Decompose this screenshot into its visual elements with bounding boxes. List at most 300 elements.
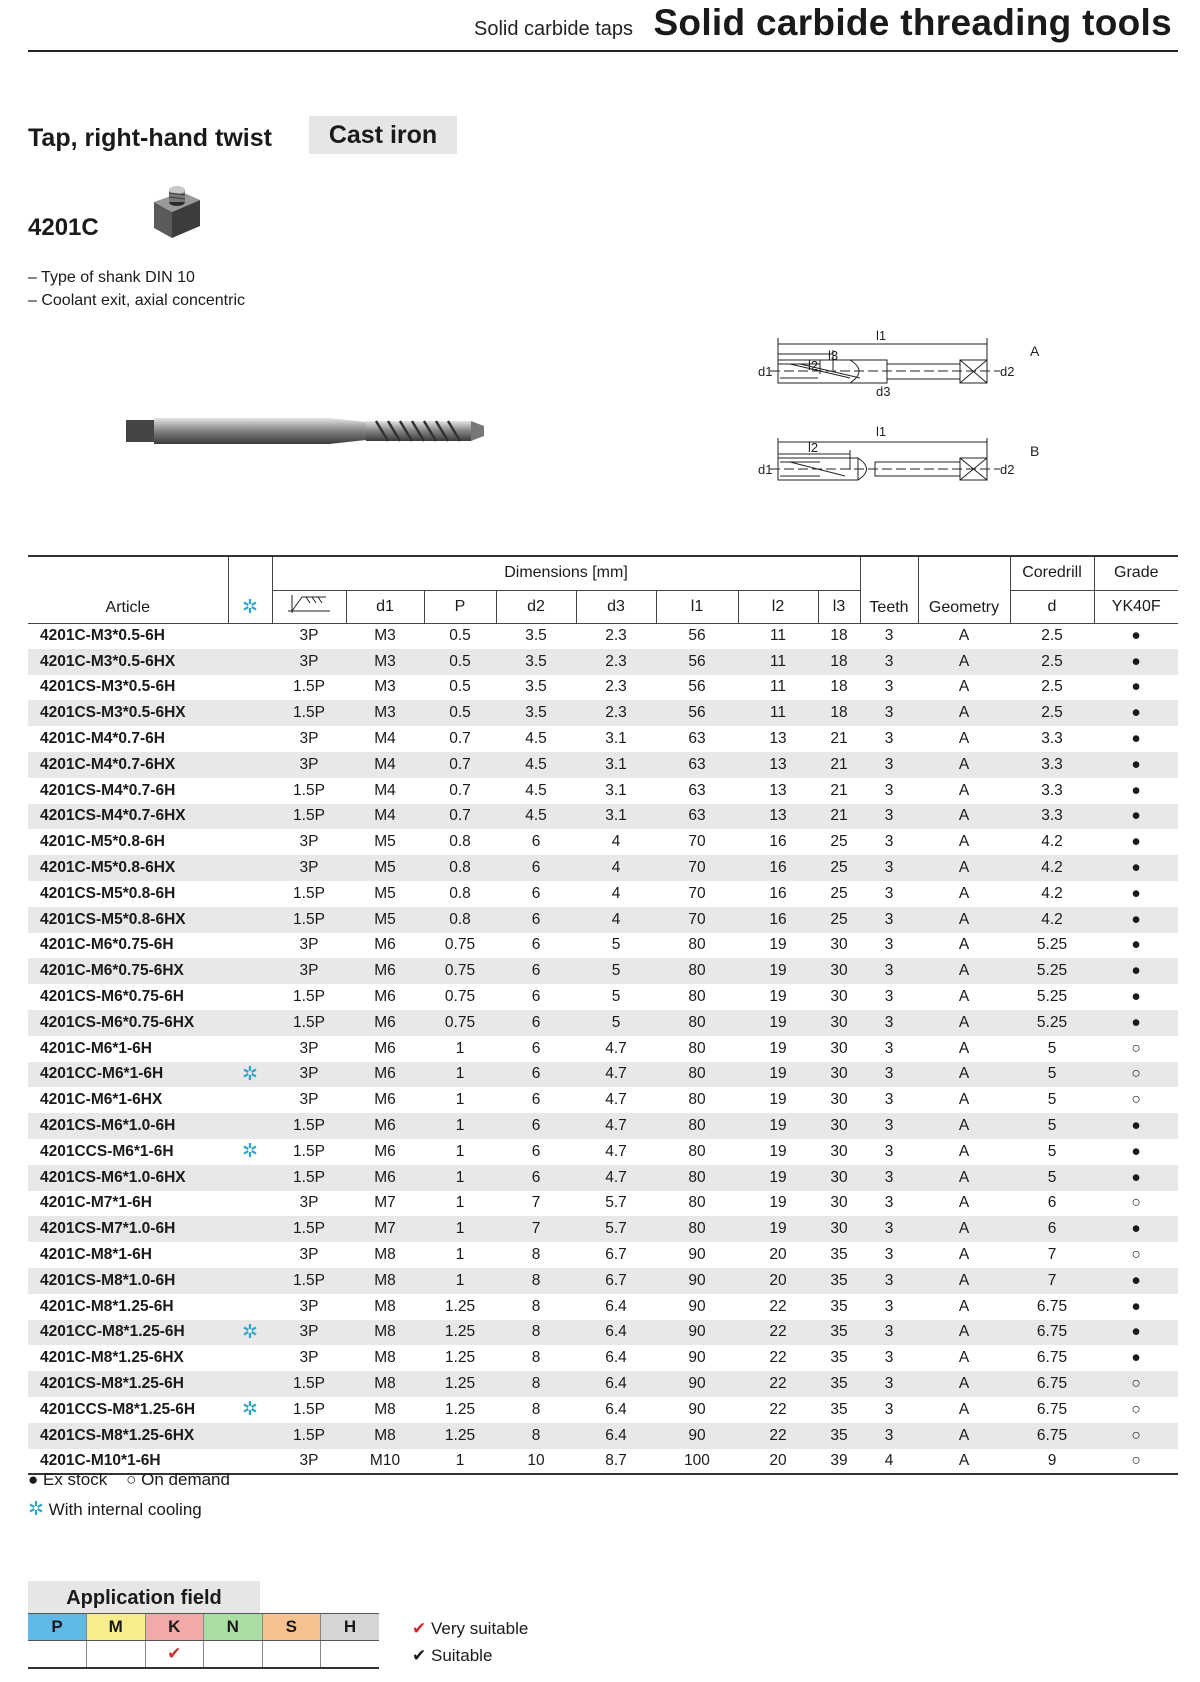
- table-cell: 22: [769, 1323, 787, 1341]
- table-cell: 30: [830, 1220, 848, 1238]
- table-cell: A: [958, 1117, 970, 1135]
- table-cell: A: [958, 1168, 970, 1186]
- table-cell: 4.2: [1041, 833, 1063, 851]
- grade-availability-cell: ○: [1094, 1449, 1178, 1475]
- table-cell: 8: [531, 1426, 541, 1444]
- table-cell: M8: [374, 1271, 396, 1289]
- table-cell: A: [958, 627, 970, 645]
- application-field-title: Application field: [28, 1581, 260, 1613]
- table-cell: 3: [884, 1297, 894, 1315]
- table-cell: 1: [455, 1271, 465, 1289]
- article-cell: 4201CS-M8*1.25-6H: [40, 1375, 184, 1392]
- cooling-cell: [228, 778, 272, 804]
- table-cell: 0.5: [449, 678, 471, 696]
- material-group-p: P: [28, 1614, 87, 1641]
- table-row: [28, 1036, 1178, 1062]
- material-group-p-suitability: [28, 1641, 87, 1668]
- table-cell: 16: [769, 910, 787, 928]
- table-cell: 25: [830, 884, 848, 902]
- table-cell: 20: [769, 1246, 787, 1264]
- table-cell: 56: [688, 627, 706, 645]
- grade-availability-cell: ●: [1131, 1349, 1141, 1367]
- table-cell: A: [958, 1375, 970, 1392]
- cooling-cell: ✲: [242, 1399, 258, 1421]
- table-cell: 0.75: [444, 1013, 476, 1031]
- table-cell: 21: [830, 781, 848, 799]
- grade-availability-cell: ●: [1131, 1168, 1141, 1186]
- table-cell: 13: [769, 755, 787, 773]
- table-cell: M7: [374, 1220, 396, 1238]
- table-cell: 3: [884, 652, 894, 670]
- table-row: [28, 1268, 1178, 1294]
- table-cell: 5: [1047, 1168, 1057, 1186]
- article-cell: 4201CC-M8*1.25-6H: [40, 1323, 185, 1341]
- table-cell: 19: [769, 1220, 787, 1238]
- table-cell: 80: [688, 1168, 706, 1186]
- table-row: [28, 752, 1178, 778]
- table-cell: 6.75: [1036, 1375, 1068, 1392]
- table-row: [28, 1139, 1178, 1165]
- table-cell: 2.3: [605, 627, 627, 645]
- table-cell: 6.7: [605, 1246, 627, 1264]
- article-cell: 4201C-M5*0.8-6HX: [40, 859, 176, 877]
- table-cell: 4.2: [1041, 910, 1063, 928]
- feature-shank: – Type of shank DIN 10: [28, 269, 195, 286]
- table-cell: 30: [830, 1091, 848, 1109]
- table-row: [28, 1087, 1178, 1113]
- grade-availability-cell: ○: [1131, 1400, 1141, 1418]
- table-cell: 3.1: [605, 730, 627, 748]
- dim-l2-label: l2: [808, 358, 819, 373]
- table-cell: 3P: [299, 1349, 319, 1367]
- table-cell: 1.25: [444, 1323, 476, 1341]
- table-cell: 0.7: [449, 807, 471, 825]
- table-cell: A: [958, 1323, 970, 1341]
- table-cell: 3P: [299, 833, 319, 851]
- table-cell: 90: [688, 1400, 706, 1418]
- table-row: [28, 778, 1178, 804]
- cooling-cell: [228, 933, 272, 959]
- table-row: [28, 1165, 1178, 1191]
- table-cell: 6.75: [1036, 1297, 1068, 1315]
- article-cell: 4201C-M4*0.7-6HX: [40, 755, 176, 773]
- table-cell: 0.5: [449, 652, 471, 670]
- table-cell: 19: [769, 1194, 787, 1212]
- table-cell: M6: [374, 1142, 396, 1160]
- table-cell: 1: [455, 1246, 465, 1264]
- cooling-cell: [228, 1371, 272, 1397]
- table-cell: M6: [374, 962, 396, 980]
- table-cell: M6: [374, 936, 396, 954]
- table-cell: 1.5P: [293, 1426, 325, 1444]
- table-row: [28, 1242, 1178, 1268]
- feature-coolant: – Coolant exit, axial concentric: [28, 292, 245, 309]
- table-cell: 6: [1047, 1194, 1057, 1212]
- article-cell: 4201CCS-M8*1.25-6H: [40, 1400, 196, 1418]
- article-cell: 4201C-M7*1-6H: [40, 1194, 152, 1212]
- table-cell: 3: [884, 1246, 894, 1264]
- table-cell: 30: [830, 1142, 848, 1160]
- header-p: P: [424, 590, 496, 623]
- table-cell: 8.7: [576, 1449, 656, 1475]
- dim-l2-label-b: l2: [808, 440, 819, 455]
- table-cell: 70: [688, 859, 706, 877]
- table-cell: 3: [884, 755, 894, 773]
- cooling-cell: [228, 1423, 272, 1449]
- table-cell: 22: [769, 1375, 787, 1392]
- material-group-n: N: [204, 1614, 263, 1641]
- table-cell: M6: [374, 1013, 396, 1031]
- header-chamfer: [272, 590, 346, 623]
- grade-availability-cell: ●: [1131, 1013, 1141, 1031]
- table-cell: 18: [830, 704, 848, 722]
- table-cell: 11: [769, 678, 787, 696]
- table-cell: 6.4: [605, 1426, 627, 1444]
- table-cell: 6.4: [605, 1375, 627, 1392]
- table-cell: 3.5: [525, 627, 547, 645]
- header-grade: Grade: [1094, 556, 1178, 590]
- table-cell: 5: [1047, 1065, 1057, 1083]
- table-row: [28, 1397, 1178, 1423]
- table-cell: 6.4: [605, 1323, 627, 1341]
- article-cell: 4201CS-M8*1.25-6HX: [40, 1426, 195, 1444]
- table-cell: 21: [830, 807, 848, 825]
- table-cell: 3: [884, 1349, 894, 1367]
- article-cell: 4201C-M6*1-6HX: [40, 1091, 163, 1109]
- header-subtitle: Solid carbide taps: [474, 18, 633, 40]
- cooling-cell: [228, 881, 272, 907]
- table-cell: 35: [830, 1375, 848, 1392]
- cooling-cell: [228, 700, 272, 726]
- table-cell: 3.5: [525, 704, 547, 722]
- header-article: Article: [28, 556, 228, 623]
- table-cell: 2.5: [1041, 652, 1063, 670]
- table-cell: 21: [830, 755, 848, 773]
- table-cell: 5.25: [1036, 962, 1068, 980]
- table-cell: 1.5P: [293, 781, 325, 799]
- table-cell: 1.5P: [293, 1220, 325, 1238]
- table-cell: 3: [884, 910, 894, 928]
- table-cell: 11: [769, 652, 787, 670]
- article-cell: 4201CS-M4*0.7-6H: [40, 781, 176, 799]
- article-cell: 4201C-M5*0.8-6H: [40, 833, 165, 851]
- grade-availability-cell: ●: [1131, 730, 1141, 748]
- table-cell: 30: [830, 1065, 848, 1083]
- table-cell: 19: [769, 1039, 787, 1057]
- table-cell: 1.5P: [293, 1271, 325, 1289]
- table-cell: 1: [455, 1039, 465, 1057]
- table-row: [28, 1191, 1178, 1217]
- page-header: [28, 0, 1178, 52]
- table-cell: 4.5: [525, 781, 547, 799]
- header-d3: d3: [576, 590, 656, 623]
- table-cell: A: [958, 652, 970, 670]
- grade-availability-cell: ○: [1131, 1426, 1141, 1444]
- table-cell: 6: [531, 1039, 541, 1057]
- table-cell: 3.3: [1041, 730, 1063, 748]
- grade-availability-cell: ○: [1131, 1246, 1141, 1264]
- table-cell: 5: [611, 962, 621, 980]
- table-cell: 56: [688, 678, 706, 696]
- table-cell: M3: [374, 627, 396, 645]
- table-cell: 19: [769, 1168, 787, 1186]
- table-cell: 5: [1047, 1091, 1057, 1109]
- chamfer-form-icon: [286, 593, 332, 615]
- table-cell: 3: [884, 1117, 894, 1135]
- table-cell: 9: [1010, 1449, 1094, 1475]
- table-cell: 6: [531, 1168, 541, 1186]
- table-cell: 30: [830, 1013, 848, 1031]
- article-cell: 4201CC-M6*1-6H: [40, 1065, 164, 1083]
- table-cell: 1: [424, 1449, 496, 1475]
- table-cell: A: [958, 781, 970, 799]
- table-cell: 2.5: [1041, 704, 1063, 722]
- table-cell: A: [958, 1246, 970, 1264]
- table-cell: 6.75: [1036, 1349, 1068, 1367]
- table-row: [28, 1062, 1178, 1088]
- table-row: [28, 726, 1178, 752]
- table-cell: 3: [884, 833, 894, 851]
- article-cell: 4201C-M6*0.75-6H: [40, 936, 174, 954]
- table-cell: 3: [884, 1323, 894, 1341]
- table-cell: 3: [884, 1426, 894, 1444]
- table-cell: 19: [769, 1065, 787, 1083]
- table-cell: 19: [769, 988, 787, 1006]
- material-group-s: S: [262, 1614, 321, 1641]
- table-cell: 0.7: [449, 755, 471, 773]
- table-cell: 4.2: [1041, 884, 1063, 902]
- table-row: [28, 1010, 1178, 1036]
- table-row: [28, 1294, 1178, 1320]
- table-cell: 70: [688, 884, 706, 902]
- cooling-cell: [228, 675, 272, 701]
- table-cell: A: [958, 678, 970, 696]
- table-cell: A: [958, 1194, 970, 1212]
- table-cell: 4: [611, 884, 621, 902]
- table-row: [28, 933, 1178, 959]
- cooling-cell: ✲: [242, 1141, 258, 1163]
- table-cell: 4.7: [605, 1065, 627, 1083]
- article-cell: 4201CS-M6*0.75-6HX: [40, 1013, 195, 1031]
- table-cell: A: [958, 755, 970, 773]
- table-cell: 39: [818, 1449, 860, 1475]
- cooling-legend-label: With internal cooling: [48, 1500, 202, 1519]
- table-cell: 6.7: [605, 1271, 627, 1289]
- table-cell: 6: [531, 1013, 541, 1031]
- material-group-h: H: [321, 1614, 380, 1641]
- table-cell: 19: [769, 936, 787, 954]
- cooling-cell: [228, 958, 272, 984]
- table-cell: 4.7: [605, 1039, 627, 1057]
- table-cell: 30: [830, 1039, 848, 1057]
- table-row: [28, 855, 1178, 881]
- grade-availability-cell: ●: [1131, 627, 1141, 645]
- table-cell: 3P: [299, 1194, 319, 1212]
- article-cell: 4201C-M4*0.7-6H: [40, 730, 165, 748]
- table-cell: M4: [374, 730, 396, 748]
- table-cell: 2.3: [605, 652, 627, 670]
- table-cell: 1.25: [444, 1400, 476, 1418]
- table-cell: 80: [688, 1013, 706, 1031]
- table-cell: A: [958, 1091, 970, 1109]
- table-cell: M3: [374, 704, 396, 722]
- technical-drawing: [700, 330, 1040, 530]
- table-cell: M6: [374, 1117, 396, 1135]
- header-l1: l1: [656, 590, 738, 623]
- cooling-cell: [228, 1449, 272, 1475]
- table-cell: 3: [884, 1400, 894, 1418]
- table-cell: 30: [830, 1194, 848, 1212]
- table-cell: M8: [374, 1375, 396, 1392]
- article-cell: 4201CS-M4*0.7-6HX: [40, 807, 186, 825]
- table-cell: 3: [884, 1091, 894, 1109]
- table-cell: 19: [769, 962, 787, 980]
- article-cell: 4201C-M8*1.25-6H: [40, 1297, 174, 1315]
- table-cell: A: [958, 988, 970, 1006]
- table-cell: 13: [769, 781, 787, 799]
- table-cell: 1.25: [444, 1297, 476, 1315]
- table-cell: 3: [884, 1220, 894, 1238]
- table-cell: 5.25: [1036, 1013, 1068, 1031]
- table-cell: 4.5: [525, 807, 547, 825]
- table-cell: M5: [374, 910, 396, 928]
- cooling-legend-icon: ✲: [28, 1499, 44, 1520]
- table-cell: 90: [688, 1375, 706, 1392]
- table-cell: 35: [830, 1323, 848, 1341]
- header-grade-name: YK40F: [1094, 590, 1178, 623]
- cooling-cell: [228, 984, 272, 1010]
- table-cell: A: [958, 1039, 970, 1057]
- table-cell: 80: [688, 1220, 706, 1238]
- table-cell: 6: [531, 833, 541, 851]
- table-cell: 3: [884, 1194, 894, 1212]
- table-cell: 25: [830, 833, 848, 851]
- table-row: [28, 984, 1178, 1010]
- suitable-legend: [412, 1646, 492, 1666]
- table-cell: 6: [531, 1091, 541, 1109]
- table-cell: 1: [455, 1117, 465, 1135]
- grade-availability-cell: ○: [1131, 1039, 1141, 1057]
- table-cell: 0.7: [449, 781, 471, 799]
- table-cell: 3.1: [605, 781, 627, 799]
- table-cell: 0.5: [449, 627, 471, 645]
- header-title: Solid carbide threading tools: [653, 2, 1172, 43]
- table-cell: 19: [769, 1117, 787, 1135]
- table-cell: 5: [1047, 1142, 1057, 1160]
- table-cell: 2.5: [1041, 678, 1063, 696]
- table-cell: 16: [769, 884, 787, 902]
- cooling-cell: [228, 1242, 272, 1268]
- variant-a-label: A: [1030, 343, 1040, 359]
- table-row: [28, 804, 1178, 830]
- article-cell: 4201C-M3*0.5-6H: [40, 627, 165, 645]
- table-cell: 1.5P: [293, 1375, 325, 1392]
- grade-availability-cell: ○: [1131, 1375, 1141, 1392]
- table-cell: 1.5P: [293, 1400, 325, 1418]
- dim-d1-label: d1: [758, 364, 773, 379]
- spec-table-body: [28, 623, 1178, 1474]
- table-cell: 3: [884, 988, 894, 1006]
- table-cell: 35: [830, 1297, 848, 1315]
- grade-availability-cell: ●: [1131, 1142, 1141, 1160]
- table-cell: 63: [688, 781, 706, 799]
- table-cell: M6: [374, 1091, 396, 1109]
- table-cell: 2.3: [605, 678, 627, 696]
- dim-d2-label: d2: [1000, 364, 1015, 379]
- table-cell: 6.75: [1036, 1400, 1068, 1418]
- table-cell: 90: [688, 1246, 706, 1264]
- table-cell: 3P: [299, 1065, 319, 1083]
- table-cell: 3P: [299, 755, 319, 773]
- grade-availability-cell: ●: [1131, 884, 1141, 902]
- grade-availability-cell: ●: [1131, 936, 1141, 954]
- grade-availability-cell: ●: [1131, 988, 1141, 1006]
- table-cell: 11: [769, 627, 787, 645]
- table-cell: 8: [531, 1246, 541, 1264]
- table-cell: A: [958, 962, 970, 980]
- table-cell: 3: [884, 936, 894, 954]
- table-cell: 3P: [299, 652, 319, 670]
- table-cell: 30: [830, 1168, 848, 1186]
- table-cell: 3: [884, 1271, 894, 1289]
- grade-availability-cell: ●: [1131, 652, 1141, 670]
- article-cell: 4201C-M10*1-6H: [28, 1449, 228, 1475]
- table-cell: 30: [830, 1117, 848, 1135]
- table-cell: 3.3: [1041, 781, 1063, 799]
- table-cell: 100: [656, 1449, 738, 1475]
- table-cell: M5: [374, 884, 396, 902]
- material-group-s-suitability: [262, 1641, 321, 1668]
- table-cell: A: [958, 1013, 970, 1031]
- dim-d1-label-b: d1: [758, 462, 773, 477]
- table-cell: 1.25: [444, 1375, 476, 1392]
- table-cell: 3P: [299, 1039, 319, 1057]
- table-cell: A: [958, 1271, 970, 1289]
- dim-d3-label: d3: [876, 384, 891, 399]
- table-cell: 3P: [272, 1449, 346, 1475]
- table-cell: 3: [884, 962, 894, 980]
- table-cell: 6: [531, 988, 541, 1006]
- header-d1: d1: [346, 590, 424, 623]
- table-cell: 6.4: [605, 1400, 627, 1418]
- table-cell: 18: [830, 678, 848, 696]
- table-cell: A: [958, 1065, 970, 1083]
- table-cell: 90: [688, 1323, 706, 1341]
- cooling-legend: [28, 1498, 202, 1521]
- header-coredrill-d: d: [1010, 590, 1094, 623]
- table-cell: A: [958, 910, 970, 928]
- table-cell: M8: [374, 1426, 396, 1444]
- table-cell: M6: [374, 1065, 396, 1083]
- table-cell: A: [958, 1220, 970, 1238]
- table-cell: 3: [884, 704, 894, 722]
- article-cell: 4201CS-M5*0.8-6HX: [40, 910, 186, 928]
- table-cell: 6: [531, 962, 541, 980]
- table-cell: 6.4: [605, 1297, 627, 1315]
- table-cell: 80: [688, 962, 706, 980]
- article-cell: 4201C-M6*0.75-6HX: [40, 962, 184, 980]
- table-cell: 3P: [299, 1323, 319, 1341]
- table-cell: 1: [455, 1168, 465, 1186]
- table-cell: 6.75: [1036, 1426, 1068, 1444]
- table-cell: 1.5P: [293, 807, 325, 825]
- variant-b-label: B: [1030, 443, 1040, 459]
- product-code: 4201C: [28, 214, 99, 241]
- table-cell: M8: [374, 1349, 396, 1367]
- application-field-labels: [28, 1614, 379, 1641]
- table-cell: 5.25: [1036, 936, 1068, 954]
- article-cell: 4201CS-M6*0.75-6H: [40, 988, 184, 1006]
